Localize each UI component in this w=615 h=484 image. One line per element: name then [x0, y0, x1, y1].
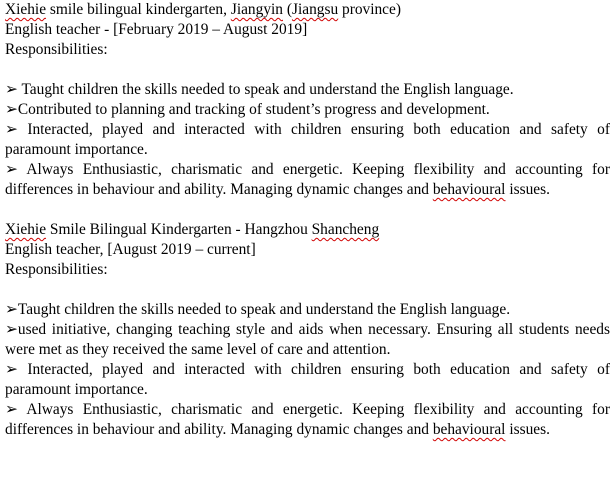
job2-item-4-end: issues. — [505, 421, 550, 438]
job2-responsibilities-label: Responsibilities: — [5, 261, 108, 278]
job1-item-4 — [5, 160, 610, 200]
job2-item-4-text: ➢ Always Enthusiastic, charismatic and energetic. Keeping flexibility and accounting for differences in behaviour and ability. Managing dynamic changes and — [5, 401, 610, 438]
job1-item-4-text: ➢ Always Enthusiastic, charismatic and energetic. Keeping flexibility and accounting for differences in behaviour and ability. Managing dynamic changes and — [5, 161, 610, 198]
job1-role: English teacher - [February 2019 – August 2019] — [5, 21, 308, 38]
job2-title-text: Smile Bilingual Kindergarten - Hangzhou — [46, 221, 312, 238]
job1-responsibilities-label: Responsibilities: — [5, 41, 108, 58]
spacer — [5, 280, 610, 300]
job1-item-4-misspelled: behavioural — [432, 181, 506, 198]
resume-document — [5, 0, 610, 440]
job2-title — [5, 220, 610, 240]
job1-item-4-end: issues. — [505, 181, 550, 198]
job1-title-paren: ( — [282, 1, 292, 18]
job1-title-misspelled-xiehie: Xiehie — [5, 1, 47, 18]
job1-item-3: ➢ Interacted, played and interacted with children ensuring both education and safety of paramount importance. — [5, 121, 610, 158]
job2-title-misspelled-shancheng: Shancheng — [311, 221, 380, 238]
spacer — [5, 200, 610, 220]
job1-item-1: ➢ Taught children the skills needed to speak and understand the English language. — [5, 81, 514, 98]
job2-item-2: ➢used initiative, changing teaching style and aids when necessary. Ensuring all students needs were met as they received the same level of care and attention. — [5, 321, 610, 358]
job1-title — [5, 0, 610, 20]
job1-item-2: ➢Contributed to planning and tracking of student’s progress and development. — [5, 101, 490, 118]
job1-title-province: province) — [338, 1, 401, 18]
job2-role: English teacher, [August 2019 – current] — [5, 241, 256, 258]
job1-title-misspelled-jiangsu: Jiangsu — [291, 1, 339, 18]
job2-title-misspelled-xiehie: Xiehie — [5, 221, 47, 238]
job1-title-misspelled-jiangyin: Jiangyin — [230, 1, 283, 18]
job2-item-3: ➢ Interacted, played and interacted with children ensuring both education and safety of paramount importance. — [5, 361, 610, 398]
spacer — [5, 60, 610, 80]
job2-item-1: ➢Taught children the skills needed to speak and understand the English language. — [5, 301, 511, 318]
job2-item-4-misspelled: behavioural — [432, 421, 506, 438]
job2-item-4 — [5, 400, 610, 440]
job1-title-text: smile bilingual kindergarten, — [46, 1, 231, 18]
